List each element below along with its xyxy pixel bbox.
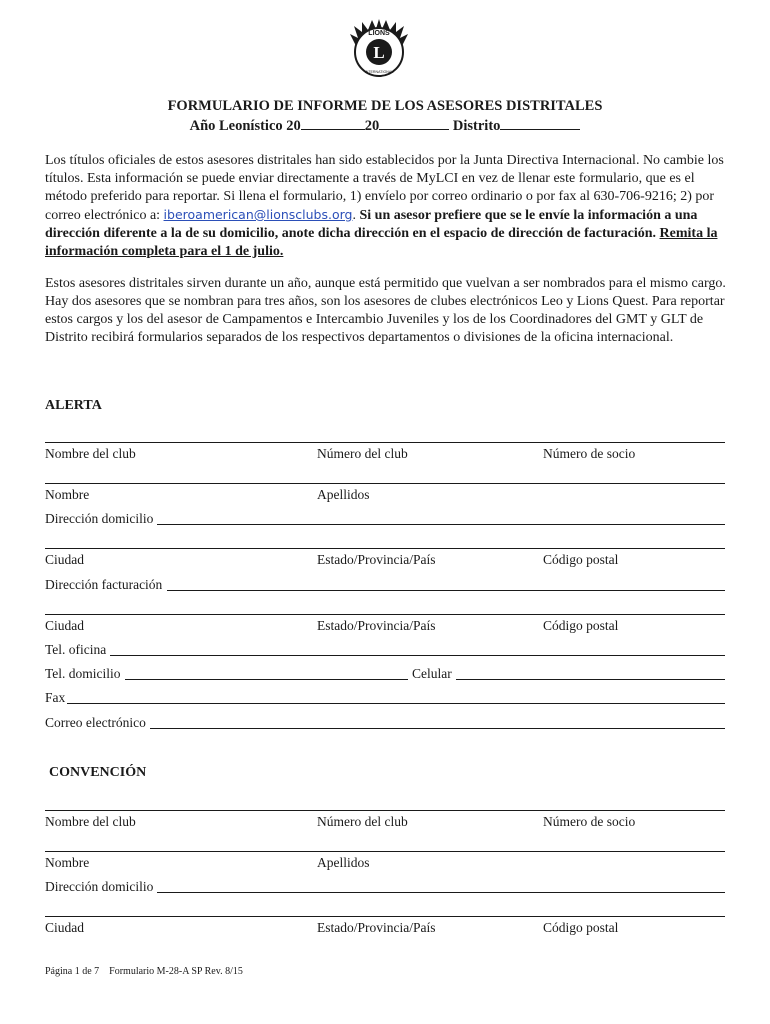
lions-logo: [348, 16, 410, 82]
state-label: Estado/Provincia/País: [317, 618, 436, 633]
home-phone-field[interactable]: [125, 678, 408, 680]
page-number: Página 1 de 7: [45, 966, 100, 977]
home-phone-label: Tel. domicilio: [45, 666, 121, 681]
home-address-field[interactable]: [157, 523, 725, 525]
city-label: Ciudad: [45, 618, 84, 633]
name-field-line[interactable]: [45, 483, 725, 484]
member-number-label: Número de socio: [543, 814, 636, 829]
club-number-label: Número del club: [317, 814, 408, 829]
club-name-label: Nombre del club: [45, 446, 136, 461]
intro-paragraph-1: [45, 152, 727, 261]
home-address-label: Dirección domicilio: [45, 879, 154, 894]
home-address-line-2[interactable]: [45, 548, 725, 549]
fax-field[interactable]: [67, 702, 725, 704]
billing-address-label: Dirección facturación: [45, 577, 163, 592]
office-phone-label: Tel. oficina: [45, 642, 107, 657]
first-name-label: Nombre: [45, 487, 90, 502]
state-label: Estado/Provincia/País: [317, 552, 436, 567]
page-title: FORMULARIO DE INFORME DE LOS ASESORES DISTRITALES: [167, 98, 603, 114]
district-field[interactable]: [500, 116, 580, 130]
city-label: Ciudad: [45, 920, 84, 935]
home-address-field[interactable]: [157, 891, 725, 893]
section-title-alerta: ALERTA: [45, 398, 102, 413]
home-address-line-2[interactable]: [45, 916, 725, 917]
year-mid-label: 20: [364, 118, 380, 134]
logo-letter: L: [373, 43, 385, 62]
first-name-label: Nombre: [45, 855, 90, 870]
email-link[interactable]: iberoamerican@lionsclubs.org: [163, 207, 353, 222]
intro-text: Los títulos oficiales de estos asesores distritales han sido establecidos por la Junta Directiva Internacional. No cambie los títulos. Esta información se puede enviar directamente a través de MyLCI en vez de llenar este formulario, que es el método preferido para reportar. Si llena el formulario, 1) envíelo por correo ordinario o por fax al 630-706-9216; 2) por correo electrónico a:: [45, 153, 724, 223]
billing-address-line-2[interactable]: [45, 614, 725, 615]
last-name-label: Apellidos: [317, 855, 370, 870]
last-name-label: Apellidos: [317, 487, 370, 502]
state-label: Estado/Provincia/País: [317, 920, 436, 935]
intro-paragraph-2: Estos asesores distritales sirven durante un año, aunque está permitido que vuelvan a ser nombrados para el mismo cargo. Hay dos asesores que se nombran para tres años, son los asesores de clubes electrónicos Leo y Lions Quest. Para reportar estos cargos y los del asesor de Campamentos e Intercambio Juveniles y los de los Coordinadores del GMT y GLT de Distrito recibirá formularios separados de los respectivos departamentos o divisiones de la oficina internacional.: [45, 276, 726, 345]
deadline-note: Remita la información completa para el 1 de julio.: [45, 226, 718, 259]
club-name-label: Nombre del club: [45, 814, 136, 829]
year-label: Año Leonístico 20: [189, 118, 301, 134]
fax-label: Fax: [45, 690, 66, 705]
logo-top-text: LIONS: [368, 30, 390, 37]
club-name-field-line[interactable]: [45, 442, 725, 443]
cell-label: Celular: [412, 666, 452, 681]
office-phone-field[interactable]: [110, 654, 725, 656]
email-field[interactable]: [150, 727, 725, 729]
intro-bold-note: Si un asesor prefiere que se le envíe la información a una dirección diferente a la de su domicilio, anote dicha dirección en el espacio de dirección de facturación.: [45, 208, 698, 241]
year-end-field[interactable]: [379, 116, 449, 130]
email-label: Correo electrónico: [45, 715, 146, 730]
postal-label: Código postal: [543, 920, 619, 935]
logo-bottom-text: INTERNATIONAL: [364, 70, 394, 74]
club-name-field-line[interactable]: [45, 810, 725, 811]
member-number-label: Número de socio: [543, 446, 636, 461]
year-start-field[interactable]: [301, 116, 365, 130]
page-footer: [45, 966, 243, 977]
cell-field[interactable]: [456, 678, 725, 680]
intro-period: .: [352, 208, 360, 223]
postal-label: Código postal: [543, 618, 619, 633]
name-field-line[interactable]: [45, 851, 725, 852]
postal-label: Código postal: [543, 552, 619, 567]
year-district-line: [0, 116, 770, 135]
section-title-convencion: CONVENCIÓN: [49, 765, 147, 780]
home-address-label: Dirección domicilio: [45, 511, 154, 526]
club-number-label: Número del club: [317, 446, 408, 461]
billing-address-field[interactable]: [167, 589, 725, 591]
district-label: Distrito: [452, 118, 501, 134]
form-number: Formulario M-28-A SP Rev. 8/15: [109, 966, 243, 977]
city-label: Ciudad: [45, 552, 84, 567]
